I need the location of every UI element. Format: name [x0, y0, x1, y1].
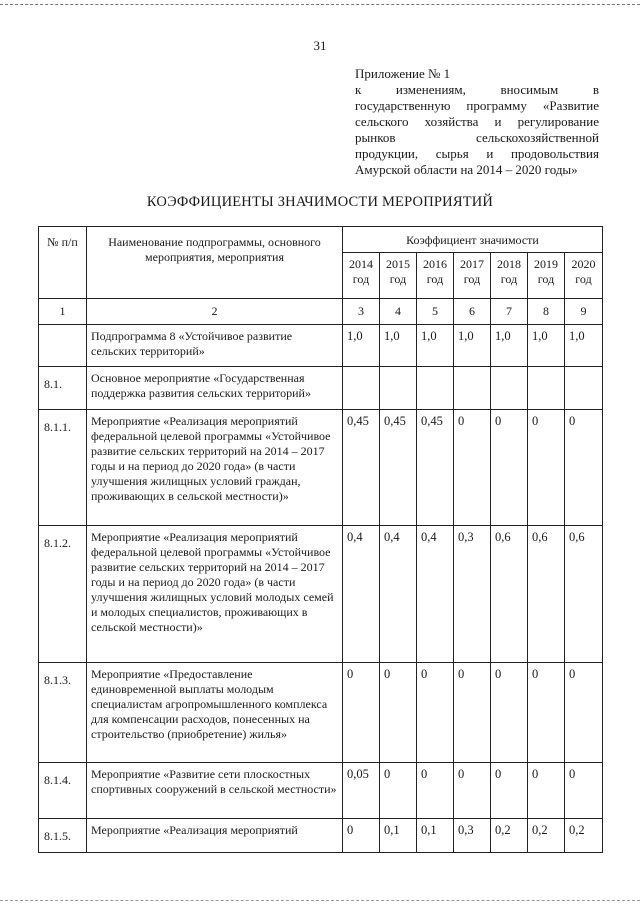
row-value: 0,6	[491, 526, 528, 663]
row-value	[380, 367, 417, 410]
header-number: № п/п	[39, 227, 87, 299]
appendix-line-5: рынков сельскохозяйственной	[355, 130, 599, 145]
row-number: 8.1.3.	[39, 663, 87, 763]
header-year: 2014 год	[343, 253, 380, 299]
page-number: 31	[313, 38, 327, 53]
row-name: Мероприятие «Реализация мероприятий	[87, 819, 343, 853]
column-number: 2	[87, 299, 343, 325]
row-value: 0,4	[343, 526, 380, 663]
row-value: 0	[565, 763, 603, 819]
row-value: 0	[454, 410, 491, 526]
table-row	[39, 526, 603, 663]
row-value: 0	[343, 819, 380, 853]
row-value: 0	[528, 410, 565, 526]
row-value: 0,2	[528, 819, 565, 853]
header-coefficient: Коэффициент значимости	[343, 227, 603, 253]
row-value	[491, 367, 528, 410]
appendix-line-4: сельского хозяйства и регулирование	[355, 114, 599, 129]
row-value: 0,4	[380, 526, 417, 663]
table-row	[39, 819, 603, 853]
appendix-line-6: продукции, сырья и продовольствия	[355, 146, 599, 161]
header-year: 2015 год	[380, 253, 417, 299]
row-number: 8.1.	[39, 367, 87, 410]
column-numbers-row	[39, 299, 603, 325]
row-value	[417, 367, 454, 410]
column-number: 3	[343, 299, 380, 325]
scan-bottom-edge	[0, 900, 640, 902]
row-value: 1,0	[417, 325, 454, 367]
column-number: 8	[528, 299, 565, 325]
appendix-line-1: Приложение № 1	[355, 66, 451, 81]
row-value: 0	[565, 663, 603, 763]
row-value: 0,3	[454, 526, 491, 663]
table-row	[39, 663, 603, 763]
row-value: 1,0	[491, 325, 528, 367]
coefficients-table	[38, 226, 603, 853]
row-name: Мероприятие «Реализация мероприятий федеральной целевой программы «Устойчивое развитие сельских территорий на 2014 – 2017 годы и на период до 2020 года» (в части улучшения жилищных условий граждан, проживающих в сельской местности)»	[87, 410, 343, 526]
row-value: 0,45	[380, 410, 417, 526]
row-name: Мероприятие «Развитие сети плоскостных спортивных сооружений в сельской местности»	[87, 763, 343, 819]
row-value: 0,2	[491, 819, 528, 853]
row-number: 8.1.2.	[39, 526, 87, 663]
row-value: 1,0	[380, 325, 417, 367]
row-value: 0	[491, 410, 528, 526]
appendix-line-2: к изменениям, вносимым в	[355, 82, 599, 97]
row-value	[343, 367, 380, 410]
row-value: 0	[454, 763, 491, 819]
row-value: 0	[454, 663, 491, 763]
row-value: 0	[417, 763, 454, 819]
row-value: 0	[380, 663, 417, 763]
row-value: 1,0	[565, 325, 603, 367]
header-year: 2016 год	[417, 253, 454, 299]
document-title: КОЭФФИЦИЕНТЫ ЗНАЧИМОСТИ МЕРОПРИЯТИЙ	[146, 194, 494, 210]
row-value: 0,6	[565, 526, 603, 663]
row-value: 0	[491, 763, 528, 819]
appendix-note	[355, 66, 599, 178]
header-year: 2020 год	[565, 253, 603, 299]
row-value: 0,45	[417, 410, 454, 526]
row-value: 0	[380, 763, 417, 819]
row-value: 0,2	[565, 819, 603, 853]
appendix-line-3: государственную программу «Развитие	[355, 98, 599, 113]
column-number: 1	[39, 299, 87, 325]
column-number: 6	[454, 299, 491, 325]
row-value: 0	[343, 663, 380, 763]
column-number: 5	[417, 299, 454, 325]
row-name: Мероприятие «Реализация мероприятий федеральной целевой программы «Устойчивое развитие сельских территорий на 2014 – 2017 годы и на период до 2020 года» (в части улучшения жилищных условий молодых семей и молодых специалистов, проживающих в сельской местности)»	[87, 526, 343, 663]
row-value: 0	[565, 410, 603, 526]
row-value: 0,1	[380, 819, 417, 853]
table-row	[39, 763, 603, 819]
column-number: 4	[380, 299, 417, 325]
row-value	[565, 367, 603, 410]
column-number: 7	[491, 299, 528, 325]
row-number	[39, 325, 87, 367]
row-name: Подпрограмма 8 «Устойчивое развитие сельских территорий»	[87, 325, 343, 367]
row-value: 0	[528, 663, 565, 763]
table-row	[39, 325, 603, 367]
row-name: Основное мероприятие «Государственная поддержка развития сельских территорий»	[87, 367, 343, 410]
row-value: 0,4	[417, 526, 454, 663]
row-value: 0	[491, 663, 528, 763]
row-name: Мероприятие «Предоставление единовременной выплаты молодым специалистам агропромышленного комплекса для компенсации расходов, понесенных на строительство (приобретение) жилья»	[87, 663, 343, 763]
row-value: 0	[528, 763, 565, 819]
row-value	[454, 367, 491, 410]
row-number: 8.1.1.	[39, 410, 87, 526]
appendix-line-7: Амурской области на 2014 – 2020 годы»	[355, 162, 578, 177]
header-name: Наименование подпрограммы, основного мероприятия, мероприятия	[87, 227, 343, 299]
header-year: 2017 год	[454, 253, 491, 299]
row-value: 1,0	[454, 325, 491, 367]
column-number: 9	[565, 299, 603, 325]
row-value: 0,05	[343, 763, 380, 819]
row-value: 0,3	[454, 819, 491, 853]
row-value: 0,6	[528, 526, 565, 663]
row-number: 8.1.4.	[39, 763, 87, 819]
header-year: 2019 год	[528, 253, 565, 299]
row-value: 1,0	[528, 325, 565, 367]
scan-top-edge	[0, 4, 640, 6]
table-row	[39, 410, 603, 526]
row-value	[528, 367, 565, 410]
row-value: 0,1	[417, 819, 454, 853]
row-number: 8.1.5.	[39, 819, 87, 853]
table-row	[39, 367, 603, 410]
row-value: 0,45	[343, 410, 380, 526]
row-value: 1,0	[343, 325, 380, 367]
header-year: 2018 год	[491, 253, 528, 299]
row-value: 0	[417, 663, 454, 763]
